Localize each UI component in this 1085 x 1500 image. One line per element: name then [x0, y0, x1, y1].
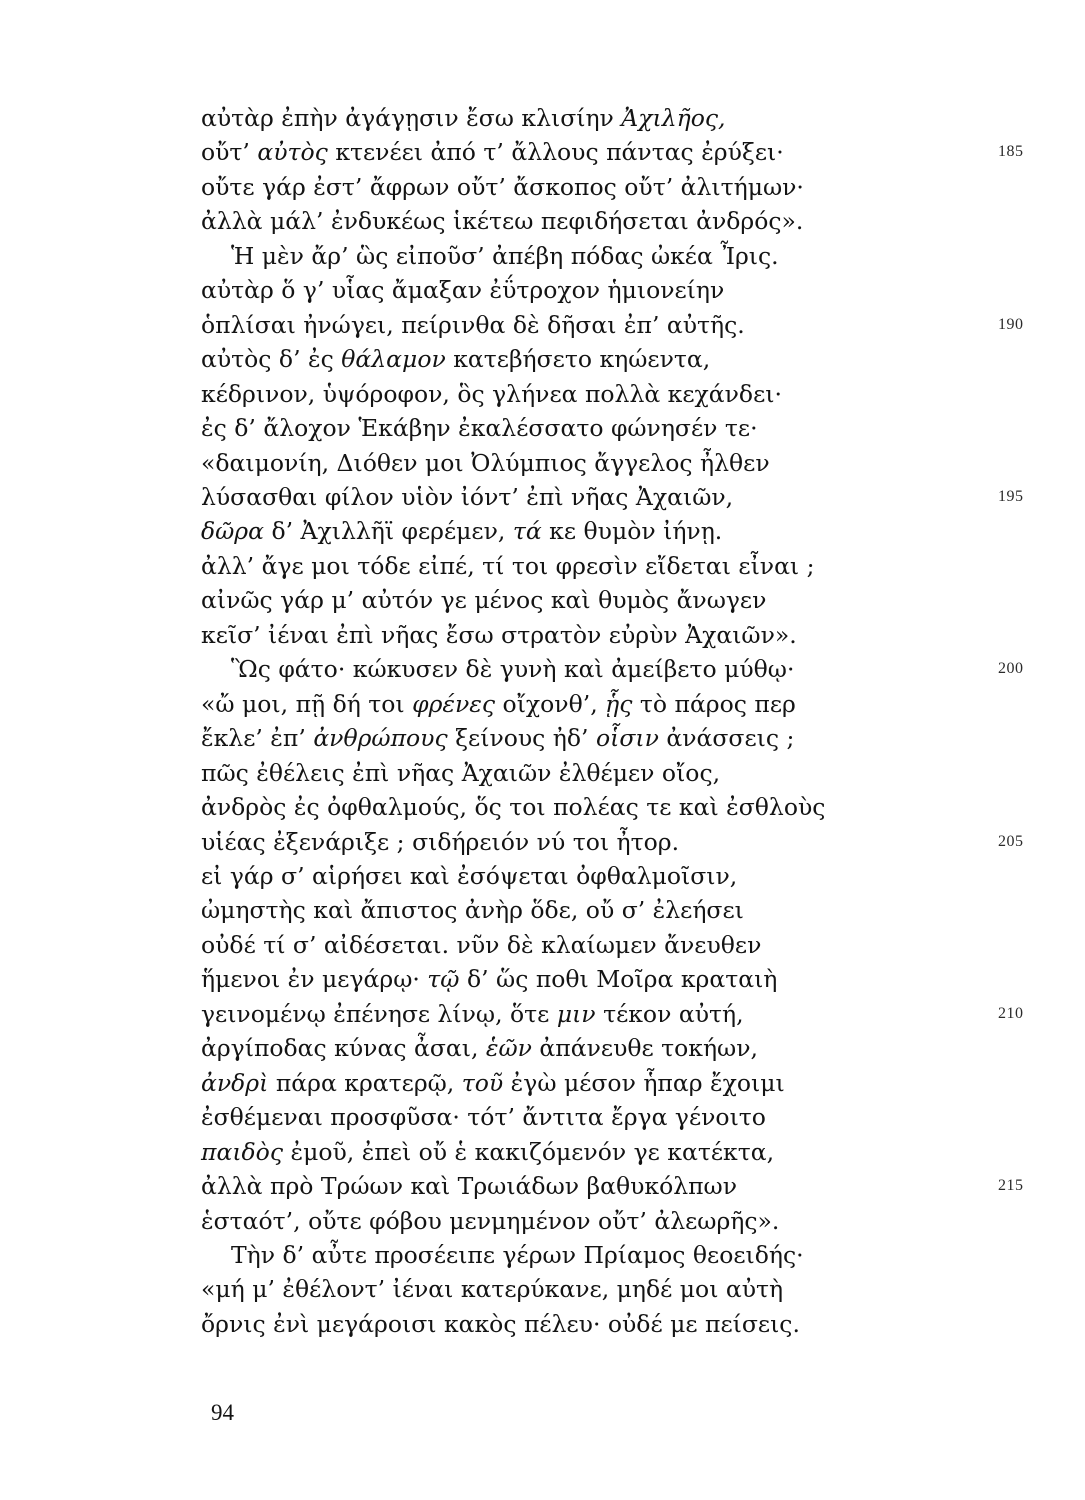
verse-text: ὄρνις ἐνὶ μεγάροισι κακὸς πέλευ· οὐδέ με πείσεις.: [201, 1309, 800, 1338]
verse-text: ἀλλὰ μάλ’ ἐνδυκέως ἱκέτεω πεφιδήσεται ἀνδρός».: [201, 207, 804, 236]
verse-line: [201, 514, 1001, 548]
verse-line: [201, 790, 1001, 824]
line-number: 185: [998, 143, 1024, 161]
verse-text: Ἡ μὲν ἄρ’ ὣς εἰποῦσ’ ἀπέβη πόδας ὠκέα Ἶρις.: [231, 241, 779, 270]
verse-text: δῶρα δ’ Ἀχιλλῆϊ φερέμεν, τά κε θυμὸν ἰήνῃ.: [201, 517, 723, 546]
verse-text: ὁπλίσαι ἠνώγει, πείρινθα δὲ δῆσαι ἐπ’ αὐτῆς.: [201, 310, 745, 339]
verse-line: [201, 239, 1001, 273]
verse-line: [201, 308, 1024, 342]
verse-text: αὐτὰρ ὅ γ’ υἷας ἄμαξαν ἐΰτροχον ἡμιονείην: [201, 276, 725, 305]
verse-line: [201, 342, 1001, 376]
verse-text: «δαιμονίη, Διόθεν μοι Ὀλύμπιος ἄγγελος ἦλθεν: [201, 448, 770, 477]
verse-text: ἥμενοι ἐν μεγάρῳ· τῷ δ’ ὥς ποθι Μοῖρα κραταιὴ: [201, 965, 778, 994]
verse-line: [201, 1204, 1001, 1238]
verse-text: ἀνδρὸς ἐς ὀφθαλμούς, ὅς τοι πολέας τε καὶ ἐσθλοὺς: [201, 793, 826, 822]
line-number: 215: [998, 1177, 1024, 1195]
verse-text: ἀλλὰ πρὸ Τρώων καὶ Τρωιάδων βαθυκόλπων: [201, 1172, 738, 1201]
verse-line: [201, 962, 1001, 996]
verse-text: οὐδέ τί σ’ αἰδέσεται. νῦν δὲ κλαίωμεν ἄνευθεν: [201, 930, 762, 959]
verse-line: [201, 756, 1001, 790]
verse-line: [201, 135, 1024, 169]
verse-line: [201, 1066, 1001, 1100]
verse-text: υἱέας ἐξενάριξε ; σιδήρειόν νύ τοι ἦτορ.: [201, 827, 680, 856]
verse-line: [201, 170, 1001, 204]
verse-text: εἰ γάρ σ’ αἱρήσει καὶ ἐσόψεται ὀφθαλμοῖσιν,: [201, 861, 738, 890]
verse-text: ἐς δ’ ἄλοχον Ἑκάβην ἐκαλέσσατο φώνησέν τε·: [201, 414, 758, 443]
verse-line: [201, 721, 1001, 755]
verse-text: ἐσθέμεναι προσφῦσα· τότ’ ἄντιτα ἔργα γένοιτο: [201, 1103, 766, 1132]
line-number: 195: [998, 487, 1024, 505]
verse-text: αὐτὸς δ’ ἐς θάλαμον κατεβήσετο κηώεντα,: [201, 345, 711, 374]
page-number: 94: [211, 1400, 234, 1425]
verse-text: αἰνῶς γάρ μ’ αὐτόν γε μένος καὶ θυμὸς ἄνωγεν: [201, 586, 767, 615]
verse-block: [201, 101, 1024, 1341]
verse-text: ἀλλ’ ἄγε μοι τόδε εἰπέ, τί τοι φρεσὶν εἴδεται εἶναι ;: [201, 551, 815, 580]
verse-line: [201, 687, 1001, 721]
verse-text: ἀργίποδας κύνας ἆσαι, ἑῶν ἀπάνευθε τοκήων,: [201, 1034, 758, 1063]
verse-text: γεινομένῳ ἐπένησε λίνῳ, ὅτε μιν τέκον αὐτή,: [201, 999, 744, 1028]
verse-text: αὐτὰρ ἐπὴν ἀγάγῃσιν ἔσω κλισίην Ἀχιλῆος,: [201, 104, 726, 132]
verse-line: [201, 1031, 1001, 1065]
verse-line: [201, 377, 1001, 411]
verse-text: παιδὸς ἐμοῦ, ἐπεὶ οὔ ἑ κακιζόμενόν γε κατέκτα,: [201, 1137, 775, 1166]
line-number: 205: [998, 832, 1024, 850]
verse-text: Ὣς φάτο· κώκυσεν δὲ γυνὴ καὶ ἀμείβετο μύθῳ·: [231, 655, 795, 684]
verse-line: [201, 618, 1001, 652]
verse-text: ἀνδρὶ πάρα κρατερῷ, τοῦ ἐγὼ μέσον ἧπαρ ἔχοιμι: [201, 1068, 785, 1097]
verse-line: [201, 1307, 1001, 1341]
verse-text: οὔτ’ αὐτὸς κτενέει ἀπό τ’ ἄλλους πάντας ἐρύξει·: [201, 138, 784, 167]
verse-text: ἑσταότ’, οὔτε φόβου μενμημένον οὔτ’ ἀλεωρῆς».: [201, 1206, 780, 1235]
verse-line: [201, 204, 1001, 238]
verse-text: ἔκλε’ ἐπ’ ἀνθρώπους ξείνους ἠδ’ οἷσιν ἀνάσσεις ;: [201, 724, 795, 753]
verse-line: [201, 825, 1024, 859]
verse-line: [201, 997, 1024, 1031]
verse-line: [201, 1272, 1001, 1306]
verse-text: πῶς ἐθέλεις ἐπὶ νῆας Ἀχαιῶν ἐλθέμεν οἴος,: [201, 758, 721, 787]
verse-text: Τὴν δ’ αὖτε προσέειπε γέρων Πρίαμος θεοειδής·: [231, 1240, 804, 1269]
verse-text: κέδρινον, ὑψόροφον, ὃς γλήνεα πολλὰ κεχάνδει·: [201, 379, 782, 408]
verse-line: [201, 1135, 1001, 1169]
verse-line: [201, 101, 1001, 135]
verse-line: [201, 893, 1001, 927]
verse-line: [201, 446, 1001, 480]
verse-line: [201, 583, 1001, 617]
verse-text: ὠμηστὴς καὶ ἄπιστος ἀνὴρ ὅδε, οὔ σ’ ἐλεήσει: [201, 896, 744, 925]
verse-text: κεῖσ’ ἰέναι ἐπὶ νῆας ἔσω στρατὸν εὐρὺν Ἀχαιῶν».: [201, 620, 797, 649]
verse-text: «ὤ μοι, πῇ δή τοι φρένες οἴχονθ’, ᾗς τὸ πάρος περ: [201, 689, 796, 718]
verse-text: «μή μ’ ἐθέλοντ’ ἰέναι κατερύκανε, μηδέ μοι αὐτὴ: [201, 1275, 784, 1304]
verse-line: [201, 273, 1001, 307]
line-number: 200: [998, 660, 1024, 678]
verse-line: [201, 652, 1024, 686]
verse-line: [201, 1238, 1001, 1272]
line-number: 210: [998, 1004, 1024, 1022]
verse-text: οὔτε γάρ ἐστ’ ἄφρων οὔτ’ ἄσκοπος οὔτ’ ἀλιτήμων·: [201, 172, 804, 201]
line-number: 190: [998, 315, 1024, 333]
verse-line: [201, 859, 1001, 893]
verse-text: λύσασθαι φίλον υἱὸν ἰόντ’ ἐπὶ νῆας Ἀχαιῶν,: [201, 482, 734, 511]
verse-line: [201, 1100, 1001, 1134]
verse-line: [201, 411, 1001, 445]
verse-line: [201, 1169, 1024, 1203]
verse-line: [201, 480, 1024, 514]
verse-line: [201, 549, 1001, 583]
verse-line: [201, 928, 1001, 962]
